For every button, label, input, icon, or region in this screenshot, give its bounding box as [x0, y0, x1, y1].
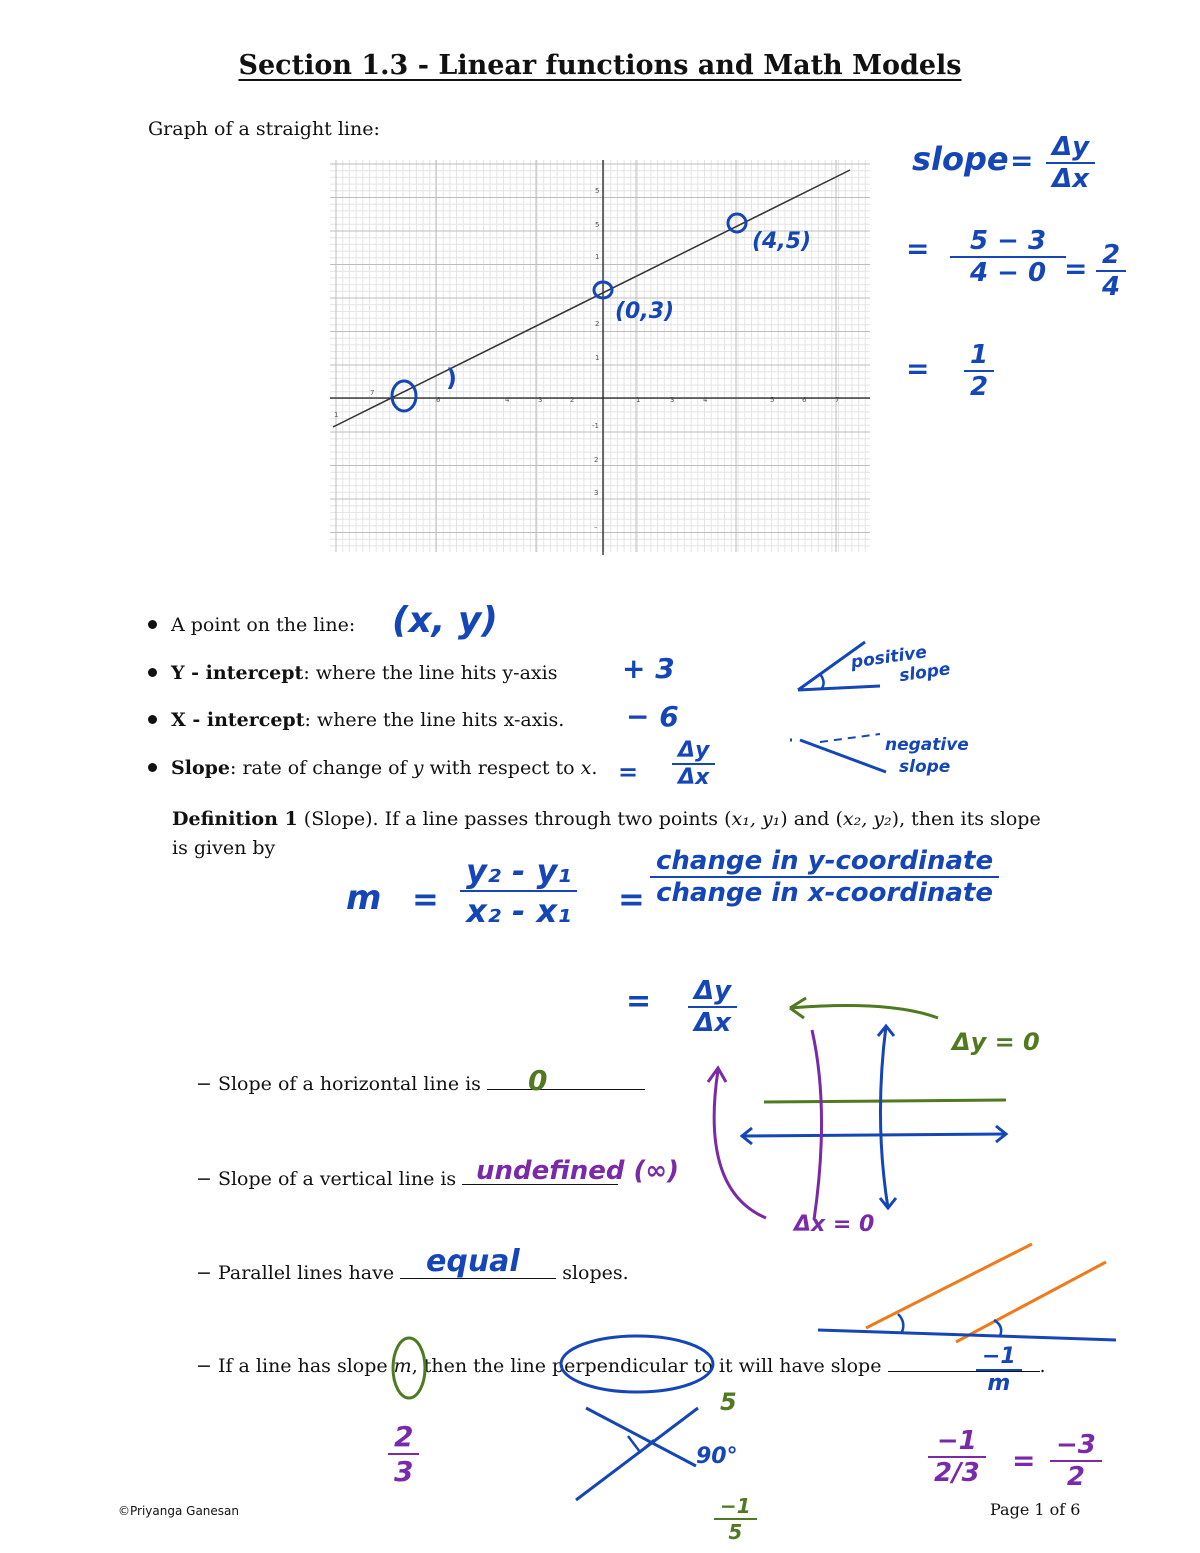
perpendicular-answer [976, 1344, 1022, 1396]
bullet-x-intercept [148, 709, 564, 731]
svg-text:1: 1 [595, 354, 600, 362]
formula-m: m [346, 878, 382, 918]
slope-dx: Δx [1046, 162, 1095, 194]
xint-desc: : where the line hits x-axis. [304, 709, 565, 731]
negative-slope-label: negative slope [885, 735, 969, 777]
definition-name: (Slope). [303, 808, 379, 830]
slope-final-den: 2 [964, 370, 994, 402]
point-label: A point on the line: [171, 614, 356, 636]
definition-slope: Definition 1 (Slope). If a line passes through two points (x₁, y₁) and (x₂, y₂), then its slope is given by [172, 808, 1041, 859]
slope-answer-fraction [672, 738, 715, 790]
slope-dy-dx [1046, 132, 1095, 194]
svg-text:7: 7 [370, 389, 375, 397]
negative-slope-value: $\frac{-1}{5}$ [714, 1494, 757, 1544]
slope-final-fraction [964, 340, 994, 402]
horizontal-answer: 0 [528, 1064, 548, 1097]
calc-eq-3: = [906, 352, 930, 385]
horizontal-vertical-sketch [690, 990, 1030, 1230]
parallel-answer: equal [426, 1244, 520, 1279]
dy-zero-label: Δy = 0 [952, 1028, 1040, 1056]
perp-answer-den: m [976, 1369, 1022, 1396]
definition-term: Definition 1 [172, 808, 298, 830]
svg-text:2: 2 [595, 320, 600, 328]
calc-fraction-right [1050, 1430, 1102, 1492]
graph-major-grid [330, 160, 870, 552]
sub-item-vertical: − Slope of a vertical line is [196, 1168, 618, 1190]
calc-right-den: 2 [1050, 1460, 1102, 1492]
svg-text:3: 3 [538, 396, 543, 404]
slope-dy: Δy [1052, 132, 1090, 162]
perp-answer-num: −1 [982, 1344, 1016, 1369]
yint-term: Y - intercept [171, 662, 304, 684]
slope-result-fraction [1096, 240, 1126, 302]
svg-text:7: 7 [835, 396, 840, 404]
svg-text:1: 1 [595, 253, 600, 261]
formula-word-num: change in y-coordinate [656, 846, 994, 876]
calc-left-den: 2/3 [928, 1456, 986, 1488]
calc-fraction-left [928, 1426, 986, 1488]
formula-word-fraction [650, 846, 999, 908]
point-answer: (x, y) [392, 600, 498, 641]
example-fraction [388, 1420, 419, 1488]
bullet-slope: Slope: rate of change of y with respect to x. [148, 757, 597, 779]
perpendicular-circles [385, 1326, 735, 1406]
svg-text:5: 5 [770, 396, 775, 404]
example-frac-num: 2 [394, 1420, 414, 1453]
slope-answer-num: Δy [678, 738, 710, 763]
svg-text:2: 2 [570, 396, 575, 404]
sub-item-parallel: − Parallel lines have slopes. [196, 1262, 629, 1284]
angle-label: 90° [696, 1444, 738, 1469]
calc-eq-2: = [1064, 252, 1088, 285]
slope-calc-den: 4 − 0 [950, 256, 1066, 288]
svg-text:2: 2 [594, 456, 599, 464]
slope-res-num: 2 [1102, 240, 1121, 270]
parallel-lines-sketch [810, 1236, 1120, 1346]
example-frac-den: 3 [388, 1453, 419, 1488]
formula-dy: Δy [694, 976, 732, 1006]
sub-item-horizontal: − Slope of a horizontal line is [196, 1073, 645, 1095]
calc-eq-1: = [906, 232, 930, 265]
vertical-answer: undefined (∞) [476, 1156, 679, 1186]
svg-text:–: – [594, 523, 598, 531]
yint-answer: + 3 [622, 652, 675, 685]
formula-eq-2: = [618, 880, 645, 918]
graph-minor-grid [330, 160, 870, 552]
svg-text:5: 5 [595, 221, 600, 229]
slope-word: slope [912, 140, 1009, 178]
xint-answer: − 6 [626, 700, 679, 733]
formula-den: x₂ - x₁ [460, 890, 577, 930]
slope-term: Slope [171, 757, 230, 779]
svg-text:4: 4 [703, 396, 708, 404]
formula-coord-fraction [460, 852, 577, 930]
slope-res-den: 4 [1096, 270, 1126, 302]
slope-answer-eq: = [618, 758, 639, 786]
formula-dx: Δx [688, 1006, 737, 1038]
line-graph [330, 160, 875, 555]
dx-zero-label: Δx = 0 [794, 1212, 875, 1237]
formula-word-den: change in x-coordinate [650, 876, 999, 908]
slope-final-num: 1 [970, 340, 989, 370]
svg-text:3: 3 [670, 396, 675, 404]
svg-text:6: 6 [436, 396, 441, 404]
positive-slope-label: positive slope [849, 642, 952, 687]
slope-answer-den: Δx [672, 763, 715, 790]
svg-text:5: 5 [595, 187, 600, 195]
footer-author: ©Priyanga Ganesan [118, 1504, 239, 1518]
slope-calc-num: 5 − 3 [970, 226, 1047, 256]
run-mark: ) [446, 364, 457, 392]
svg-text:3: 3 [594, 489, 599, 497]
bullet-y-intercept [148, 662, 557, 684]
point-label-4-5: (4,5) [752, 229, 812, 254]
svg-text:6: 6 [802, 396, 807, 404]
svg-text:1: 1 [636, 396, 641, 404]
yint-desc: : where the line hits y-axis [303, 662, 558, 684]
svg-text:4: 4 [505, 396, 510, 404]
svg-text:1: 1 [334, 411, 339, 419]
formula-num: y₂ - y₁ [466, 852, 572, 890]
slope-eq: = [1010, 144, 1034, 177]
svg-text:-1: -1 [592, 422, 599, 430]
footer-page-number: Page 1 of 6 [990, 1500, 1081, 1519]
formula-eq-3: = [626, 984, 652, 1019]
page-title: Section 1.3 - Linear functions and Math Models [238, 50, 962, 81]
xint-term: X - intercept [171, 709, 305, 731]
calc-right-num: −3 [1056, 1430, 1096, 1460]
point-label-0-3: (0,3) [615, 299, 675, 324]
positive-slope-value: 5 [720, 1388, 737, 1416]
calc-eq: = [1012, 1444, 1036, 1477]
bullet-point-on-line [148, 614, 355, 636]
calc-left-num: −1 [936, 1426, 977, 1456]
sub-item-perpendicular: − If a line has slope m, then the line perpendicular to it will have slope . [196, 1355, 1046, 1377]
formula-eq-1: = [412, 880, 439, 918]
slope-calc-fraction [950, 226, 1066, 288]
graph-heading: Graph of a straight line: [148, 118, 380, 140]
